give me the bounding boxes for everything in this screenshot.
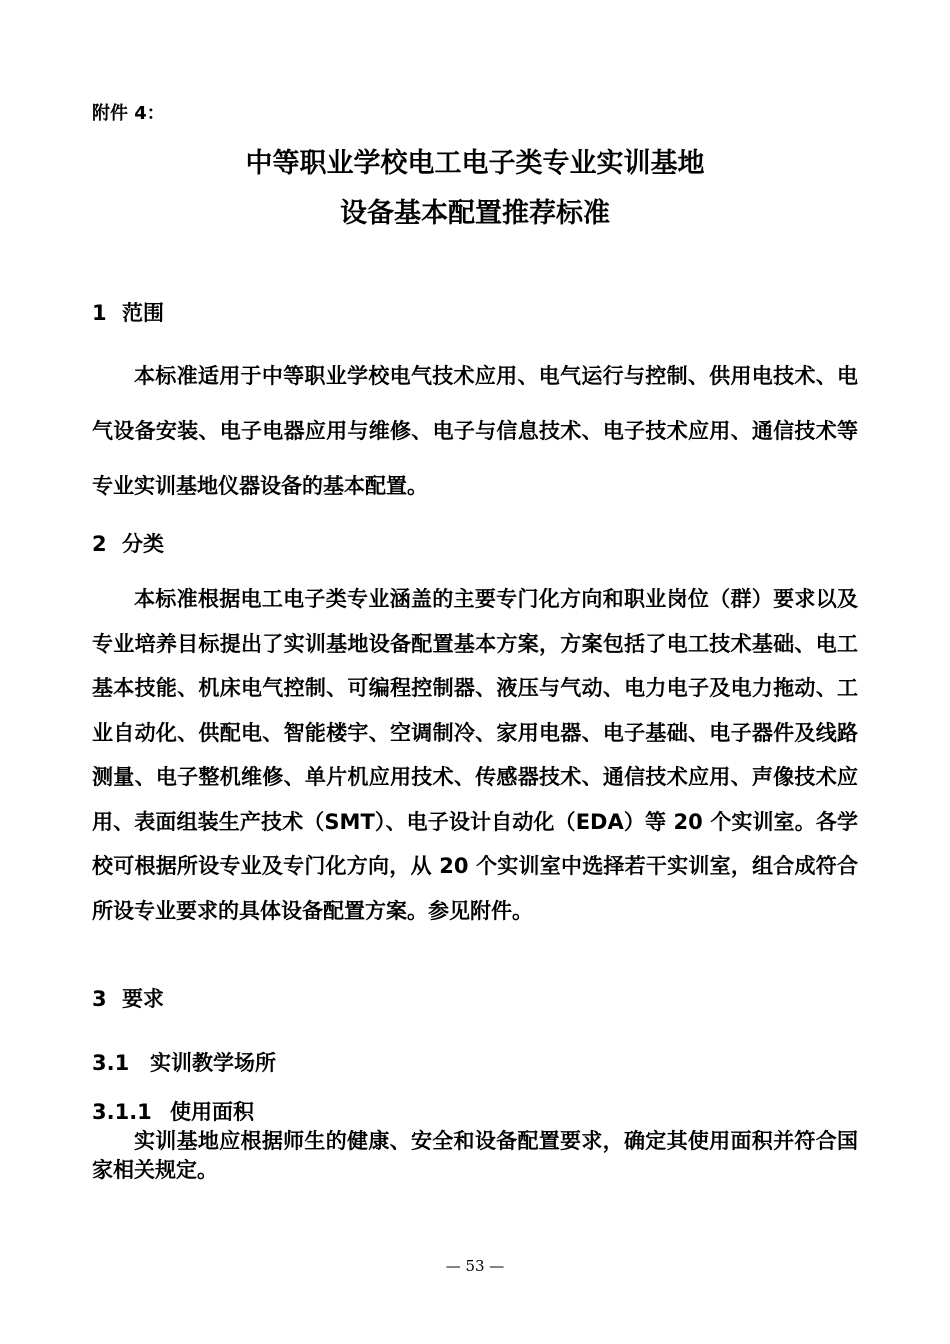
section-title: 实训教学场所 bbox=[150, 1051, 276, 1075]
section-number: 3.1.1 bbox=[92, 1100, 152, 1124]
section-number: 3 bbox=[92, 987, 107, 1011]
subsection-heading-area bbox=[92, 1098, 254, 1126]
section-title: 要求 bbox=[122, 987, 164, 1011]
section-heading-requirements bbox=[92, 985, 164, 1013]
section-heading-scope bbox=[92, 299, 164, 327]
section-number: 2 bbox=[92, 532, 107, 556]
section-heading-classification bbox=[92, 530, 164, 558]
subsection-heading-teaching-site bbox=[92, 1049, 276, 1077]
section-title: 分类 bbox=[122, 532, 164, 556]
section-number: 1 bbox=[92, 301, 107, 325]
page-number: — 53 — bbox=[445, 1257, 505, 1275]
scope-paragraph: 本标准适用于中等职业学校电气技术应用、电气运行与控制、供用电技术、电气设备安装、电子电器应用与维修、电子与信息技术、电子技术应用、通信技术等专业实训基地仪器设备的基本配置。 bbox=[92, 364, 858, 498]
annex-label: 附件 4： bbox=[92, 103, 165, 124]
document-title-line1: 中等职业学校电工电子类专业实训基地 bbox=[245, 148, 705, 179]
section-title: 使用面积 bbox=[170, 1100, 254, 1124]
section-title: 范围 bbox=[122, 301, 164, 325]
section-number: 3.1 bbox=[92, 1051, 130, 1075]
document-title-line2: 设备基本配置推荐标准 bbox=[340, 198, 610, 229]
area-paragraph: 实训基地应根据师生的健康、安全和设备配置要求，确定其使用面积并符合国家相关规定。 bbox=[92, 1129, 858, 1182]
classification-paragraph: 本标准根据电工电子类专业涵盖的主要专门化方向和职业岗位（群）要求以及专业培养目标提出了实训基地设备配置基本方案，方案包括了电工技术基础、电工基本技能、机床电气控制、可编程控制器、液压与气动、电力电子及电力拖动、工业自动化、供配电、智能楼宇、空调制冷、家用电器、电子基础、电子器件及线路测量、电子整机维修、单片机应用技术、传感器技术、通信技术应用、声像技术应用、表面组装生产技术（SMT）、电子设计自动化（EDA）等 20 个实训室。各学校可根据所设专业及专门化方向，从 20 个实训室中选择若干实训室，组合成符合所设专业要求的具体设备配置方案。参见附件。 bbox=[92, 587, 858, 923]
